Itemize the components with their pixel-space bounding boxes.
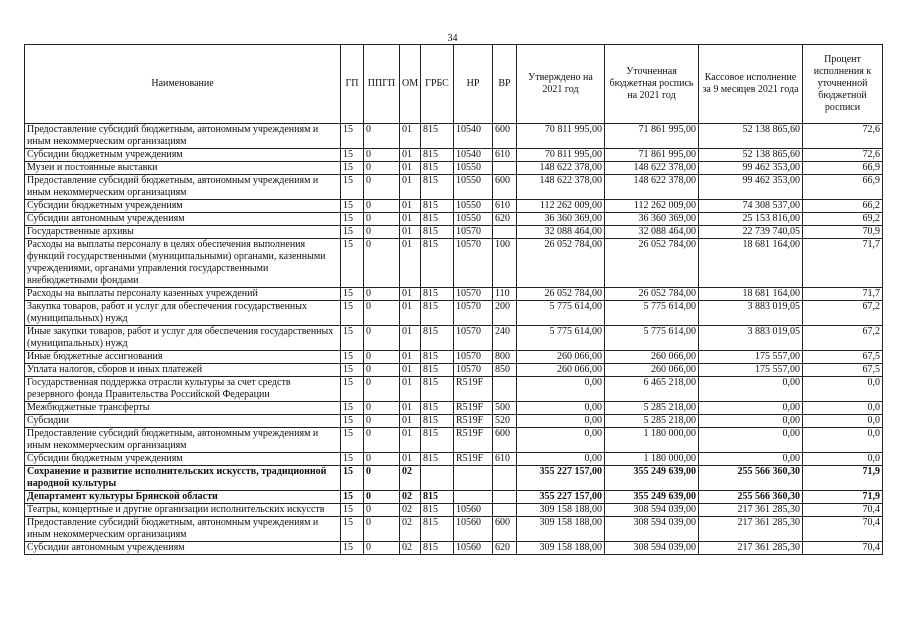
cell-ppgp: 0 xyxy=(364,149,400,162)
cell-grbs: 815 xyxy=(421,542,454,555)
cell-ppgp: 0 xyxy=(364,124,400,149)
cell-om: 01 xyxy=(400,175,421,200)
cell-cash: 3 883 019,05 xyxy=(699,301,803,326)
cell-name: Иные закупки товаров, работ и услуг для обеспечения государственных (муниципальных) нужд xyxy=(25,326,341,351)
header-grbs: ГРБС xyxy=(421,45,454,124)
cell-name: Государственная поддержка отрасли культуры за счет средств резервного фонда Правительства Российской Федерации xyxy=(25,377,341,402)
cell-refined: 5 285 218,00 xyxy=(605,402,699,415)
cell-om: 01 xyxy=(400,124,421,149)
cell-percent: 67,2 xyxy=(803,301,883,326)
header-vr: ВР xyxy=(493,45,517,124)
cell-grbs: 815 xyxy=(421,377,454,402)
cell-np: 10570 xyxy=(454,288,493,301)
cell-refined: 71 861 995,00 xyxy=(605,124,699,149)
cell-gp: 15 xyxy=(341,377,364,402)
cell-gp: 15 xyxy=(341,326,364,351)
header-name: Наименование xyxy=(25,45,341,124)
cell-vr xyxy=(493,226,517,239)
cell-vr: 850 xyxy=(493,364,517,377)
cell-percent: 67,5 xyxy=(803,351,883,364)
cell-name: Субсидии бюджетным учреждениям xyxy=(25,149,341,162)
cell-approved: 26 052 784,00 xyxy=(517,239,605,288)
cell-vr: 600 xyxy=(493,175,517,200)
table-row xyxy=(25,226,883,239)
cell-om: 01 xyxy=(400,239,421,288)
cell-np: 10570 xyxy=(454,226,493,239)
cell-om: 02 xyxy=(400,542,421,555)
cell-gp: 15 xyxy=(341,453,364,466)
table-row xyxy=(25,213,883,226)
cell-refined: 148 622 378,00 xyxy=(605,162,699,175)
cell-vr: 500 xyxy=(493,402,517,415)
table-row xyxy=(25,162,883,175)
cell-approved: 70 811 995,00 xyxy=(517,149,605,162)
cell-percent: 71,7 xyxy=(803,288,883,301)
cell-vr xyxy=(493,162,517,175)
cell-refined: 308 594 039,00 xyxy=(605,517,699,542)
cell-np: R519F xyxy=(454,453,493,466)
cell-refined: 5 775 614,00 xyxy=(605,301,699,326)
cell-np: 10570 xyxy=(454,351,493,364)
cell-name: Предоставление субсидий бюджетным, автономным учреждениям и иным некоммерческим организациям xyxy=(25,175,341,200)
cell-vr xyxy=(493,504,517,517)
cell-grbs: 815 xyxy=(421,175,454,200)
cell-grbs: 815 xyxy=(421,226,454,239)
cell-refined: 32 088 464,00 xyxy=(605,226,699,239)
cell-grbs xyxy=(421,466,454,491)
cell-approved: 0,00 xyxy=(517,453,605,466)
table-row xyxy=(25,200,883,213)
table-row xyxy=(25,542,883,555)
cell-ppgp: 0 xyxy=(364,453,400,466)
table-row xyxy=(25,288,883,301)
cell-name: Государственные архивы xyxy=(25,226,341,239)
cell-om: 01 xyxy=(400,377,421,402)
cell-name: Закупка товаров, работ и услуг для обеспечения государственных (муниципальных) нужд xyxy=(25,301,341,326)
header-approved: Утверждено на 2021 год xyxy=(517,45,605,124)
cell-np: 10540 xyxy=(454,124,493,149)
cell-percent: 0,0 xyxy=(803,453,883,466)
cell-approved: 309 158 188,00 xyxy=(517,504,605,517)
cell-vr: 600 xyxy=(493,517,517,542)
cell-cash: 217 361 285,30 xyxy=(699,542,803,555)
cell-refined: 6 465 218,00 xyxy=(605,377,699,402)
cell-grbs: 815 xyxy=(421,402,454,415)
cell-cash: 99 462 353,00 xyxy=(699,175,803,200)
cell-approved: 5 775 614,00 xyxy=(517,301,605,326)
cell-refined: 1 180 000,00 xyxy=(605,428,699,453)
cell-vr: 610 xyxy=(493,149,517,162)
cell-om: 01 xyxy=(400,149,421,162)
cell-cash: 0,00 xyxy=(699,377,803,402)
table-row xyxy=(25,351,883,364)
cell-ppgp: 0 xyxy=(364,517,400,542)
cell-om: 01 xyxy=(400,351,421,364)
cell-vr: 610 xyxy=(493,453,517,466)
cell-refined: 112 262 009,00 xyxy=(605,200,699,213)
cell-refined: 5 775 614,00 xyxy=(605,326,699,351)
cell-percent: 71,9 xyxy=(803,466,883,491)
cell-gp: 15 xyxy=(341,175,364,200)
cell-refined: 26 052 784,00 xyxy=(605,239,699,288)
cell-gp: 15 xyxy=(341,124,364,149)
cell-name: Субсидии бюджетным учреждениям xyxy=(25,200,341,213)
cell-refined: 36 360 369,00 xyxy=(605,213,699,226)
cell-ppgp: 0 xyxy=(364,402,400,415)
cell-np: 10570 xyxy=(454,364,493,377)
cell-percent: 72,6 xyxy=(803,124,883,149)
cell-cash: 18 681 164,00 xyxy=(699,288,803,301)
cell-percent: 66,9 xyxy=(803,175,883,200)
cell-percent: 0,0 xyxy=(803,377,883,402)
cell-ppgp: 0 xyxy=(364,415,400,428)
cell-approved: 148 622 378,00 xyxy=(517,162,605,175)
cell-vr: 240 xyxy=(493,326,517,351)
cell-om: 01 xyxy=(400,301,421,326)
header-percent: Процент исполнения к уточненной бюджетной росписи xyxy=(803,45,883,124)
cell-om: 01 xyxy=(400,162,421,175)
cell-cash: 0,00 xyxy=(699,415,803,428)
cell-vr: 600 xyxy=(493,428,517,453)
cell-percent: 71,7 xyxy=(803,239,883,288)
cell-percent: 70,4 xyxy=(803,504,883,517)
cell-refined: 26 052 784,00 xyxy=(605,288,699,301)
cell-ppgp: 0 xyxy=(364,288,400,301)
budget-table xyxy=(24,44,883,555)
cell-percent: 70,4 xyxy=(803,542,883,555)
cell-approved: 36 360 369,00 xyxy=(517,213,605,226)
cell-name: Иные бюджетные ассигнования xyxy=(25,351,341,364)
cell-approved: 0,00 xyxy=(517,377,605,402)
cell-refined: 260 066,00 xyxy=(605,351,699,364)
cell-ppgp: 0 xyxy=(364,175,400,200)
cell-vr: 620 xyxy=(493,542,517,555)
cell-ppgp: 0 xyxy=(364,377,400,402)
cell-refined: 148 622 378,00 xyxy=(605,175,699,200)
cell-name: Предоставление субсидий бюджетным, автономным учреждениям и иным некоммерческим организациям xyxy=(25,428,341,453)
cell-gp: 15 xyxy=(341,542,364,555)
cell-grbs: 815 xyxy=(421,351,454,364)
cell-percent: 67,2 xyxy=(803,326,883,351)
cell-cash: 255 566 360,30 xyxy=(699,466,803,491)
cell-name: Расходы на выплаты персоналу казенных учреждений xyxy=(25,288,341,301)
table-row xyxy=(25,364,883,377)
cell-ppgp: 0 xyxy=(364,504,400,517)
cell-grbs: 815 xyxy=(421,453,454,466)
cell-percent: 0,0 xyxy=(803,402,883,415)
table-row xyxy=(25,517,883,542)
cell-gp: 15 xyxy=(341,213,364,226)
cell-ppgp: 0 xyxy=(364,466,400,491)
cell-vr: 520 xyxy=(493,415,517,428)
cell-ppgp: 0 xyxy=(364,351,400,364)
cell-percent: 0,0 xyxy=(803,415,883,428)
table-row xyxy=(25,428,883,453)
cell-name: Департамент культуры Брянской области xyxy=(25,491,341,504)
cell-gp: 15 xyxy=(341,200,364,213)
cell-approved: 70 811 995,00 xyxy=(517,124,605,149)
cell-np: 10570 xyxy=(454,301,493,326)
cell-name: Субсидии автономным учреждениям xyxy=(25,213,341,226)
cell-om: 01 xyxy=(400,288,421,301)
cell-vr: 800 xyxy=(493,351,517,364)
cell-refined: 5 285 218,00 xyxy=(605,415,699,428)
cell-cash: 217 361 285,30 xyxy=(699,504,803,517)
cell-cash: 52 138 865,60 xyxy=(699,124,803,149)
cell-cash: 99 462 353,00 xyxy=(699,162,803,175)
cell-approved: 26 052 784,00 xyxy=(517,288,605,301)
cell-ppgp: 0 xyxy=(364,428,400,453)
cell-om: 02 xyxy=(400,517,421,542)
table-row xyxy=(25,377,883,402)
cell-refined: 355 249 639,00 xyxy=(605,466,699,491)
cell-approved: 0,00 xyxy=(517,402,605,415)
cell-refined: 71 861 995,00 xyxy=(605,149,699,162)
cell-grbs: 815 xyxy=(421,301,454,326)
cell-vr: 610 xyxy=(493,200,517,213)
cell-percent: 70,4 xyxy=(803,517,883,542)
cell-grbs: 815 xyxy=(421,162,454,175)
cell-vr: 620 xyxy=(493,213,517,226)
table-body xyxy=(25,124,883,555)
header-refined: Уточненная бюджетная роспись на 2021 год xyxy=(605,45,699,124)
table-row xyxy=(25,491,883,504)
cell-percent: 70,9 xyxy=(803,226,883,239)
cell-gp: 15 xyxy=(341,466,364,491)
cell-approved: 0,00 xyxy=(517,415,605,428)
table-row xyxy=(25,453,883,466)
table-row xyxy=(25,415,883,428)
cell-name: Субсидии автономным учреждениям xyxy=(25,542,341,555)
cell-approved: 148 622 378,00 xyxy=(517,175,605,200)
cell-grbs: 815 xyxy=(421,517,454,542)
cell-percent: 71,9 xyxy=(803,491,883,504)
cell-grbs: 815 xyxy=(421,326,454,351)
cell-np: R519F xyxy=(454,428,493,453)
cell-refined: 1 180 000,00 xyxy=(605,453,699,466)
cell-percent: 66,2 xyxy=(803,200,883,213)
cell-approved: 32 088 464,00 xyxy=(517,226,605,239)
cell-vr: 100 xyxy=(493,239,517,288)
cell-np: 10550 xyxy=(454,162,493,175)
cell-gp: 15 xyxy=(341,504,364,517)
cell-name: Субсидии бюджетным учреждениям xyxy=(25,453,341,466)
cell-grbs: 815 xyxy=(421,491,454,504)
cell-ppgp: 0 xyxy=(364,239,400,288)
cell-cash: 22 739 740,05 xyxy=(699,226,803,239)
cell-ppgp: 0 xyxy=(364,301,400,326)
cell-om: 01 xyxy=(400,226,421,239)
cell-percent: 72,6 xyxy=(803,149,883,162)
table-row xyxy=(25,301,883,326)
cell-om: 01 xyxy=(400,415,421,428)
cell-name: Субсидии xyxy=(25,415,341,428)
cell-np: R519F xyxy=(454,402,493,415)
cell-grbs: 815 xyxy=(421,288,454,301)
table-row xyxy=(25,149,883,162)
cell-name: Расходы на выплаты персоналу в целях обеспечения выполнения функций государственными (муниципальными) органами, казенными учреждениями, органами управления государственными внебюджетными фондами xyxy=(25,239,341,288)
cell-approved: 309 158 188,00 xyxy=(517,542,605,555)
cell-om: 01 xyxy=(400,453,421,466)
cell-gp: 15 xyxy=(341,288,364,301)
cell-ppgp: 0 xyxy=(364,200,400,213)
cell-vr: 110 xyxy=(493,288,517,301)
cell-om: 02 xyxy=(400,491,421,504)
cell-np: R519F xyxy=(454,415,493,428)
cell-om: 02 xyxy=(400,504,421,517)
cell-vr: 200 xyxy=(493,301,517,326)
header-om: ОМ xyxy=(400,45,421,124)
cell-cash: 52 138 865,60 xyxy=(699,149,803,162)
cell-approved: 309 158 188,00 xyxy=(517,517,605,542)
cell-gp: 15 xyxy=(341,351,364,364)
cell-cash: 0,00 xyxy=(699,428,803,453)
cell-ppgp: 0 xyxy=(364,162,400,175)
cell-grbs: 815 xyxy=(421,213,454,226)
table-row xyxy=(25,124,883,149)
cell-approved: 260 066,00 xyxy=(517,364,605,377)
cell-np: 10560 xyxy=(454,504,493,517)
cell-ppgp: 0 xyxy=(364,226,400,239)
cell-refined: 308 594 039,00 xyxy=(605,504,699,517)
cell-gp: 15 xyxy=(341,226,364,239)
cell-approved: 0,00 xyxy=(517,428,605,453)
page-number: 34 xyxy=(447,33,458,44)
cell-np: 10570 xyxy=(454,326,493,351)
cell-om: 01 xyxy=(400,213,421,226)
cell-percent: 69,2 xyxy=(803,213,883,226)
cell-approved: 5 775 614,00 xyxy=(517,326,605,351)
cell-gp: 15 xyxy=(341,239,364,288)
cell-cash: 175 557,00 xyxy=(699,364,803,377)
cell-cash: 25 153 816,00 xyxy=(699,213,803,226)
table-header-row xyxy=(25,45,883,124)
cell-np xyxy=(454,491,493,504)
table-row xyxy=(25,239,883,288)
cell-name: Предоставление субсидий бюджетным, автономным учреждениям и иным некоммерческим организациям xyxy=(25,124,341,149)
cell-np xyxy=(454,466,493,491)
cell-name: Уплата налогов, сборов и иных платежей xyxy=(25,364,341,377)
table-row xyxy=(25,504,883,517)
cell-grbs: 815 xyxy=(421,504,454,517)
cell-vr xyxy=(493,377,517,402)
cell-percent: 67,5 xyxy=(803,364,883,377)
cell-np: 10560 xyxy=(454,517,493,542)
cell-cash: 217 361 285,30 xyxy=(699,517,803,542)
cell-ppgp: 0 xyxy=(364,491,400,504)
header-ppgp: ППГП xyxy=(364,45,400,124)
cell-percent: 66,9 xyxy=(803,162,883,175)
cell-om: 01 xyxy=(400,428,421,453)
header-cash: Кассовое исполнение за 9 месяцев 2021 года xyxy=(699,45,803,124)
cell-name: Предоставление субсидий бюджетным, автономным учреждениям и иным некоммерческим организациям xyxy=(25,517,341,542)
cell-om: 01 xyxy=(400,402,421,415)
cell-cash: 255 566 360,30 xyxy=(699,491,803,504)
cell-refined: 355 249 639,00 xyxy=(605,491,699,504)
cell-ppgp: 0 xyxy=(364,213,400,226)
cell-np: R519F xyxy=(454,377,493,402)
header-gp: ГП xyxy=(341,45,364,124)
cell-grbs: 815 xyxy=(421,200,454,213)
table-row xyxy=(25,466,883,491)
cell-np: 10560 xyxy=(454,542,493,555)
cell-approved: 112 262 009,00 xyxy=(517,200,605,213)
cell-cash: 175 557,00 xyxy=(699,351,803,364)
cell-gp: 15 xyxy=(341,149,364,162)
cell-grbs: 815 xyxy=(421,149,454,162)
cell-grbs: 815 xyxy=(421,239,454,288)
cell-np: 10550 xyxy=(454,175,493,200)
cell-ppgp: 0 xyxy=(364,364,400,377)
cell-om: 01 xyxy=(400,200,421,213)
cell-refined: 308 594 039,00 xyxy=(605,542,699,555)
cell-om: 01 xyxy=(400,364,421,377)
cell-gp: 15 xyxy=(341,364,364,377)
cell-cash: 18 681 164,00 xyxy=(699,239,803,288)
cell-ppgp: 0 xyxy=(364,542,400,555)
cell-gp: 15 xyxy=(341,301,364,326)
cell-om: 01 xyxy=(400,326,421,351)
table-row xyxy=(25,175,883,200)
cell-cash: 3 883 019,05 xyxy=(699,326,803,351)
cell-name: Сохранение и развитие исполнительских искусств, традиционной народной культуры xyxy=(25,466,341,491)
cell-vr xyxy=(493,466,517,491)
cell-gp: 15 xyxy=(341,491,364,504)
cell-gp: 15 xyxy=(341,402,364,415)
cell-cash: 74 308 537,00 xyxy=(699,200,803,213)
cell-np: 10550 xyxy=(454,200,493,213)
table-row xyxy=(25,326,883,351)
cell-gp: 15 xyxy=(341,415,364,428)
cell-np: 10570 xyxy=(454,239,493,288)
cell-approved: 260 066,00 xyxy=(517,351,605,364)
cell-grbs: 815 xyxy=(421,415,454,428)
table-row xyxy=(25,402,883,415)
cell-grbs: 815 xyxy=(421,428,454,453)
cell-approved: 355 227 157,00 xyxy=(517,491,605,504)
cell-gp: 15 xyxy=(341,428,364,453)
cell-ppgp: 0 xyxy=(364,326,400,351)
cell-om: 02 xyxy=(400,466,421,491)
cell-cash: 0,00 xyxy=(699,402,803,415)
cell-percent: 0,0 xyxy=(803,428,883,453)
cell-name: Межбюджетные трансферты xyxy=(25,402,341,415)
cell-cash: 0,00 xyxy=(699,453,803,466)
cell-grbs: 815 xyxy=(421,364,454,377)
cell-gp: 15 xyxy=(341,517,364,542)
cell-grbs: 815 xyxy=(421,124,454,149)
cell-name: Театры, концертные и другие организации исполнительских искусств xyxy=(25,504,341,517)
cell-refined: 260 066,00 xyxy=(605,364,699,377)
cell-vr: 600 xyxy=(493,124,517,149)
cell-np: 10540 xyxy=(454,149,493,162)
cell-vr xyxy=(493,491,517,504)
cell-approved: 355 227 157,00 xyxy=(517,466,605,491)
cell-name: Музеи и постоянные выставки xyxy=(25,162,341,175)
header-np: НР xyxy=(454,45,493,124)
cell-np: 10550 xyxy=(454,213,493,226)
cell-gp: 15 xyxy=(341,162,364,175)
